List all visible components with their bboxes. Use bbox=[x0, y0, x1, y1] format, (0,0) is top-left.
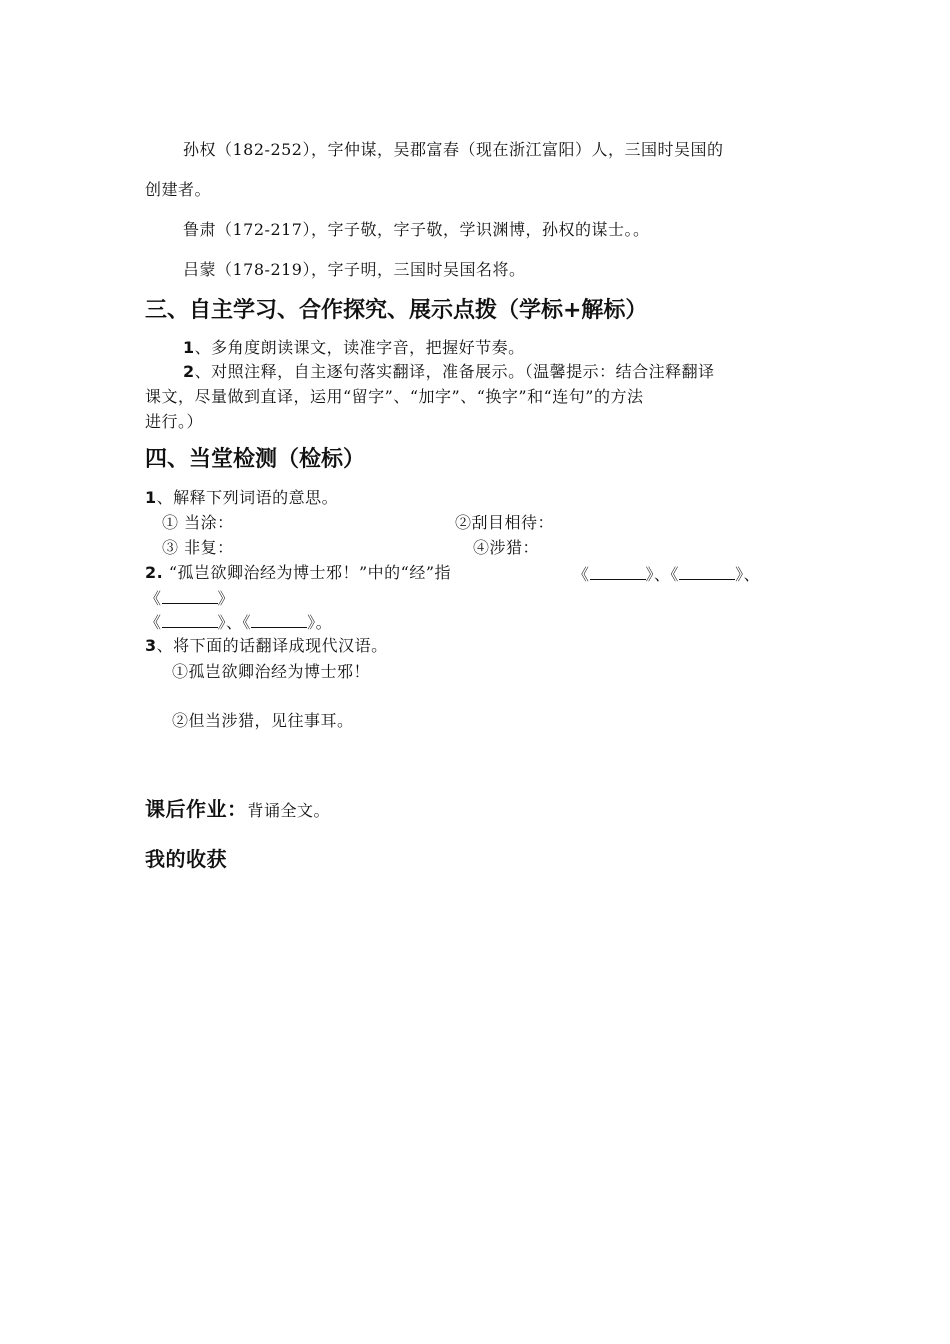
question-number: 2. bbox=[145, 563, 164, 582]
bracket-close: 》 bbox=[735, 565, 744, 584]
homework-label: 课后作业： bbox=[145, 797, 248, 821]
q2-blanks-row1 bbox=[573, 563, 760, 585]
q1-prompt bbox=[145, 488, 338, 508]
section3-item1 bbox=[183, 338, 525, 358]
period: 。 bbox=[315, 613, 333, 632]
bracket-open: 《 bbox=[670, 565, 680, 584]
answer-blank[interactable] bbox=[162, 611, 218, 628]
bio-lu-su: 鲁肃（172-217），字子敬，字子敬，学识渊博，孙权的谋士。。 bbox=[183, 220, 650, 239]
question-number: 1 bbox=[145, 488, 157, 507]
item-text: 、对照注释，自主逐句落实翻译，准备展示。（温馨提示：结合注释翻译 bbox=[194, 362, 715, 381]
bracket-open: 《 bbox=[145, 589, 162, 608]
homework-text: 背诵全文。 bbox=[247, 801, 331, 820]
q3-sentence-a: ①孤岂欲卿治经为博士邪！ bbox=[172, 662, 371, 681]
q3-prompt bbox=[145, 636, 388, 656]
q1-term-a: ① 当涂： bbox=[162, 513, 234, 532]
section3-item2-line1 bbox=[183, 362, 715, 382]
bracket-close: 》 bbox=[307, 613, 316, 632]
bio-sun-quan-line2: 创建者。 bbox=[145, 180, 212, 199]
question-number: 3 bbox=[145, 636, 157, 655]
answer-blank[interactable] bbox=[679, 563, 735, 580]
section3-item2-line3: 进行。） bbox=[145, 412, 204, 431]
bracket-open: 《 bbox=[145, 613, 162, 632]
homework bbox=[145, 799, 330, 821]
item-text: 、多角度朗读课文，读准字音，把握好节奏。 bbox=[194, 338, 525, 357]
q2-blanks-row3 bbox=[145, 611, 332, 633]
harvest-label: 我的收获 bbox=[145, 847, 227, 871]
q2-blanks-row2 bbox=[145, 587, 234, 609]
q1-term-d: ④涉猎： bbox=[473, 538, 540, 557]
question-text: 、解释下列词语的意思。 bbox=[156, 488, 339, 507]
question-text: “孤岂欲卿治经为博士邪！”中的“经”指 bbox=[168, 563, 452, 582]
q1-term-c: ③ 非复： bbox=[162, 538, 234, 557]
bio-lv-meng: 吕蒙（178-219），字子明，三国时吴国名将。 bbox=[183, 260, 526, 279]
answer-blank[interactable] bbox=[251, 611, 307, 628]
question-text: 、将下面的话翻译成现代汉语。 bbox=[156, 636, 388, 655]
item-number: 2 bbox=[183, 362, 195, 381]
answer-blank[interactable] bbox=[590, 563, 646, 580]
separator: 、 bbox=[654, 565, 671, 584]
bracket-close: 》 bbox=[217, 589, 235, 608]
separator: 、 bbox=[226, 613, 243, 632]
q3-sentence-b: ②但当涉猎，见往事耳。 bbox=[172, 711, 354, 730]
bracket-open: 《 bbox=[573, 565, 590, 584]
section3-item2-line2: 课文，尽量做到直译，运用“留字”、“加字”、“换字”和“连句”的方法 bbox=[145, 387, 644, 406]
q1-term-b: ②刮目相待： bbox=[455, 513, 555, 532]
bracket-close: 》 bbox=[645, 565, 655, 584]
bio-sun-quan-line1: 孙权（182-252），字仲谋，吴郡富春（现在浙江富阳）人，三国时吴国的 bbox=[183, 140, 724, 159]
bracket-close: 》 bbox=[217, 613, 227, 632]
q2-prompt bbox=[145, 563, 451, 583]
section3-heading: 三、自主学习、合作探究、展示点拨（学标+解标） bbox=[145, 298, 648, 323]
answer-blank[interactable] bbox=[162, 587, 218, 604]
section4-heading: 四、当堂检测（检标） bbox=[145, 447, 366, 472]
bracket-open: 《 bbox=[242, 613, 252, 632]
item-number: 1 bbox=[183, 338, 195, 357]
separator: 、 bbox=[743, 565, 761, 584]
